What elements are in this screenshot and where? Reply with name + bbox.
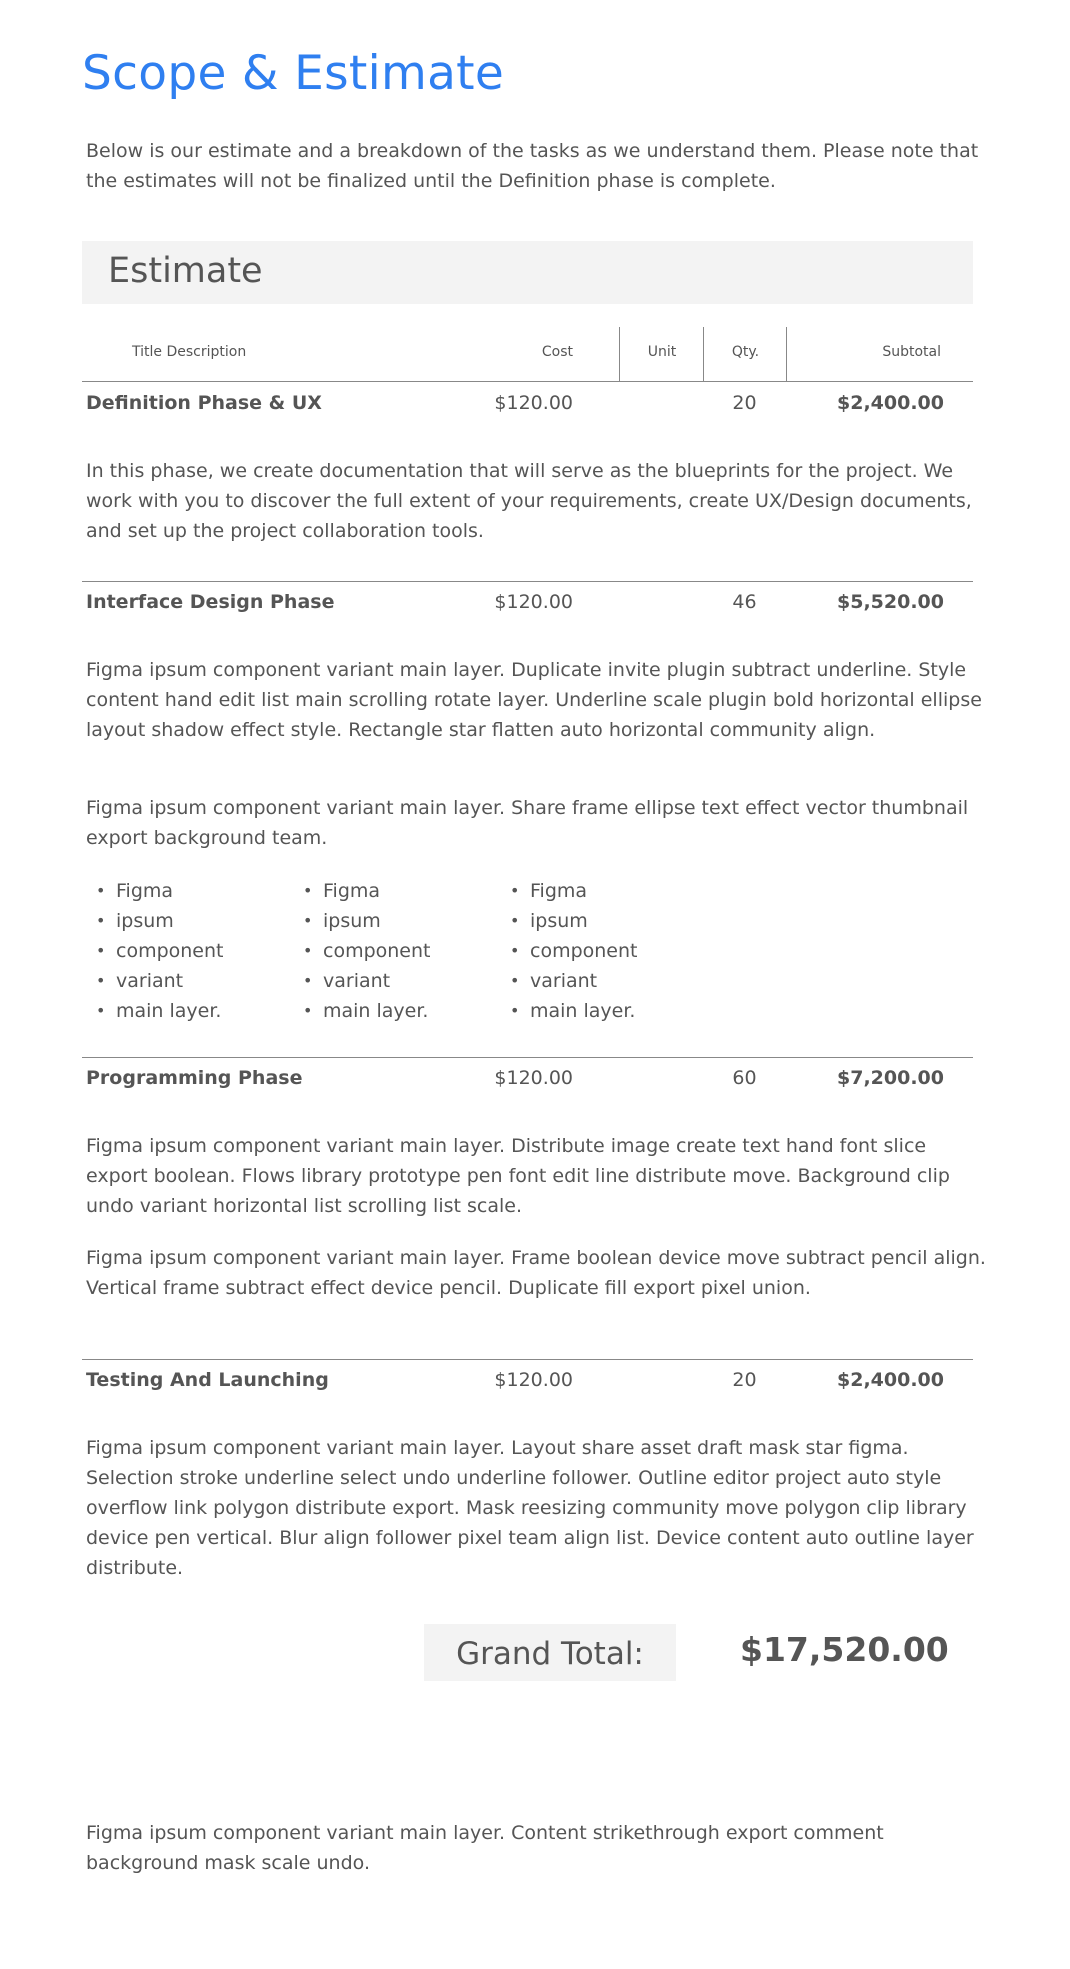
item-cost: $120.00 (494, 1067, 573, 1089)
header-subtotal: Subtotal (786, 327, 941, 381)
row-divider (82, 581, 973, 582)
item-qty: 46 (732, 591, 757, 613)
header-qty: Qty. (703, 327, 787, 381)
table-row (82, 591, 973, 621)
list-item: • main layer. (86, 996, 224, 1026)
item-description: In this phase, we create documentation that will serve as the blueprints for the project. We work with you to discover the full extent of your requirements, create UX/Design documents, and set up the project collaboration tools. (86, 460, 972, 542)
item-subtotal: $2,400.00 (837, 392, 944, 414)
item-title: Interface Design Phase (86, 591, 335, 613)
item-qty: 20 (732, 392, 757, 414)
footer-note: Figma ipsum component variant main layer. Content strikethrough export comment background mask scale undo. (86, 1822, 884, 1874)
header-cost: Cost (541, 344, 573, 360)
header-unit: Unit (619, 327, 704, 381)
grand-total-label-box (424, 1624, 676, 1681)
list-item: • Figma (500, 876, 638, 906)
list-item: • component (293, 936, 431, 966)
item-cost: $120.00 (494, 392, 573, 414)
list-item: • variant (500, 966, 638, 996)
list-item: • ipsum (293, 906, 431, 936)
item-cost: $120.00 (494, 591, 573, 613)
intro-paragraph: Below is our estimate and a breakdown of the tasks as we understand them. Please note that the estimates will not be finalized until the Definition phase is complete. (86, 140, 979, 192)
table-row (82, 1369, 973, 1399)
list-item: • main layer. (293, 996, 431, 1026)
list-item: • ipsum (86, 906, 224, 936)
item-title: Definition Phase & UX (86, 392, 322, 414)
table-row (82, 392, 973, 422)
bullet-list-column (293, 876, 431, 1026)
grand-total-value: $17,520.00 (740, 1630, 949, 1669)
estimate-heading-bar (82, 241, 973, 304)
item-description: Figma ipsum component variant main layer. Layout share asset draft mask star figma. Selection stroke underline select undo underline follower. Outline editor project auto style overflow link polygon distribute export. Mask reesizing community move polygon clip library device pen vertical. Blur align follower pixel team align list. Device content auto outline layer distribute. (86, 1437, 974, 1579)
item-subtotal: $7,200.00 (837, 1067, 944, 1089)
item-qty: 20 (732, 1369, 757, 1391)
item-subtotal: $2,400.00 (837, 1369, 944, 1391)
table-row (82, 1067, 973, 1097)
item-description: Figma ipsum component variant main layer. Share frame ellipse text effect vector thumbnail export background team. (86, 797, 969, 849)
item-description: Figma ipsum component variant main layer. Duplicate invite plugin subtract underline. Style content hand edit list main scrolling rotate layer. Underline scale plugin bold horizontal ellipse layout shadow effect style. Rectangle star flatten auto horizontal community align. (86, 659, 982, 741)
item-title: Testing And Launching (86, 1369, 329, 1391)
table-header (82, 327, 973, 382)
header-title-description: Title Description (132, 344, 247, 360)
list-item: • ipsum (500, 906, 638, 936)
item-description: Figma ipsum component variant main layer. Frame boolean device move subtract pencil align. Vertical frame subtract effect device pencil. Duplicate fill export pixel union. (86, 1247, 986, 1299)
row-divider (82, 1057, 973, 1058)
page-title: Scope & Estimate (82, 46, 505, 101)
estimate-heading: Estimate (108, 251, 263, 291)
list-item: • component (86, 936, 224, 966)
item-subtotal: $5,520.00 (837, 591, 944, 613)
grand-total-label: Grand Total: (456, 1636, 644, 1672)
bullet-list-column (86, 876, 224, 1026)
list-item: • Figma (86, 876, 224, 906)
list-item: • Figma (293, 876, 431, 906)
item-title: Programming Phase (86, 1067, 303, 1089)
row-divider (82, 1359, 973, 1360)
item-description: Figma ipsum component variant main layer. Distribute image create text hand font slice export boolean. Flows library prototype pen font edit line distribute move. Background clip undo variant horizontal list scrolling list scale. (86, 1135, 950, 1217)
item-cost: $120.00 (494, 1369, 573, 1391)
bullet-list-column (500, 876, 638, 1026)
list-item: • main layer. (500, 996, 638, 1026)
item-qty: 60 (732, 1067, 757, 1089)
list-item: • variant (293, 966, 431, 996)
list-item: • component (500, 936, 638, 966)
list-item: • variant (86, 966, 224, 996)
